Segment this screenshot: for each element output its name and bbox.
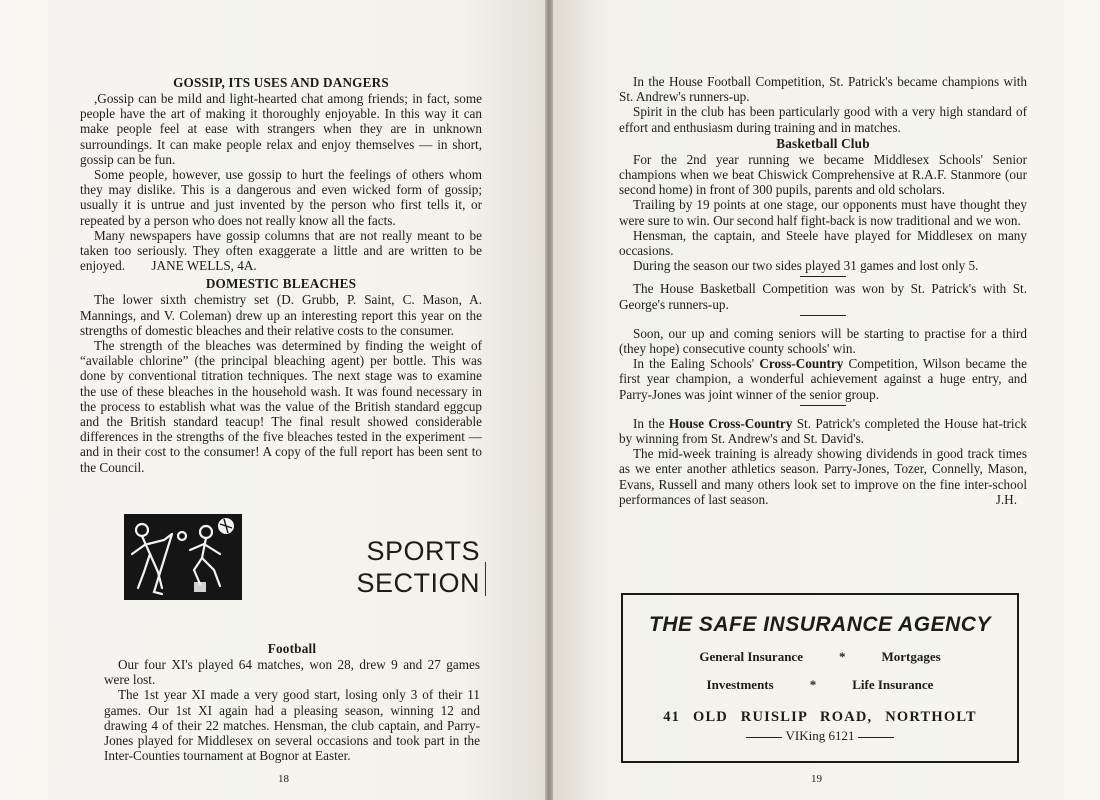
house-basketball-paragraph: The House Basketball Competition was won by St. Patrick's with St. George's runners-up. xyxy=(619,281,1027,312)
advert-services-row xyxy=(623,649,1017,665)
cross-country-author: J.H. xyxy=(995,491,1017,507)
separator-rule xyxy=(800,315,846,316)
phone-rule xyxy=(746,737,782,738)
football-paragraph: Our four XI's played 64 matches, won 28, drew 9 and 27 games were lost. xyxy=(104,657,480,688)
practise-paragraph: Soon, our up and coming seniors will be starting to practise for a third (they hope) consecutive county schools' win. xyxy=(619,325,1027,357)
basketball-paragraph: For the 2nd year running we became Middlesex Schools' Senior champions when we beat Chiswick Comprehensive at R.A.F. Stanmore (our second home) in front of 300 pupils, parents and old scholars. xyxy=(619,151,1027,198)
bleaches-paragraph: The lower sixth chemistry set (D. Grubb, P. Saint, C. Mason, A. Mannings, and V. Coleman) drew up an interesting report this year on the strengths of domestic bleaches and their relative costs to the consumer. xyxy=(80,292,482,338)
gossip-article xyxy=(80,74,482,475)
gossip-author: JANE WELLS, 4A. xyxy=(151,258,257,274)
right-page xyxy=(553,0,1100,800)
sports-heading-line1: SPORTS xyxy=(366,536,480,566)
advert-title: THE SAFE INSURANCE AGENCY xyxy=(649,613,991,636)
basketball-paragraph: Hensman, the captain, and Steele have played for Middlesex on many occasions. xyxy=(619,227,1027,259)
gossip-paragraph-text: Many newspapers have gossip columns that are not really meant to be taken too seriously. They often exaggerate a little and are written to be enjoyed. xyxy=(80,227,482,274)
cross-country-paragraph xyxy=(619,356,1027,402)
left-page xyxy=(0,0,545,800)
sports-section-heading xyxy=(322,536,480,598)
gossip-paragraph: Some people, however, use gossip to hurt the feelings of others whom they may dislike. This is a dangerous and even wicked form of gossip; usually it is untrue and just invented by the person who first tells it, or repeated by a person who does not really know all the facts. xyxy=(80,167,482,228)
gossip-title: GOSSIP, ITS USES AND DANGERS xyxy=(173,75,389,90)
bleaches-paragraph: The strength of the bleaches was determined by finding the weight of “available chlorine” (the principal bleaching agent) per bottle. This was done by conventional titration techniques. The next stage was to examine the use of these bleaches in the household wash. It was found necessary in the process to establish what was the value of the British standard eggcup and the British standard teacup! The final result showed considerable differences in the strengths of the five bleaches tested in the experiment — and in their cost to the consumer! A copy of the full report has been sent to the Council. xyxy=(80,338,482,475)
club-spirit-paragraph: Spirit in the club has been particularly good with a very high standard of effort and enthusiasm during training and in matches. xyxy=(619,104,1027,135)
cross-country-bold: Cross-Country xyxy=(759,356,844,372)
football-title: Football xyxy=(267,641,317,656)
advert-service: Mortgages xyxy=(881,649,941,664)
basketball-paragraph: Trailing by 19 points at one stage, our opponents must have thought they were sure to win. Our second half fight-back is now traditional and we won. xyxy=(619,197,1027,228)
gossip-paragraph: ,Gossip can be mild and light-hearted chat among friends; in fact, some people have the art of making it thoroughly enjoyable. In this way it can make people feel at ease with strangers when they are in unknown surroundings. It can make people relax and enjoy themselves — in short, gossip can be fun. xyxy=(80,91,482,167)
page-number: 18 xyxy=(278,773,289,785)
separator-rule xyxy=(800,405,846,406)
text-fragment: In the xyxy=(633,415,665,431)
book-gutter xyxy=(545,0,553,800)
phone-rule xyxy=(858,737,894,738)
separator-rule xyxy=(800,276,846,277)
football-paragraph: The 1st year XI made a very good start, losing only 3 of their 11 games. Our 1st XI again had a pleasing season, winning 12 and drawing 4 of their 22 matches. Hensman, the club captain, and Parry-Jones played for Middlesex on several occasions and took part in the Inter-Counties tournament at Bognor at Easter. xyxy=(104,687,480,764)
advert-address: 41 OLD RUISLIP ROAD, NORTHOLT xyxy=(663,709,977,725)
gossip-paragraph xyxy=(80,228,482,274)
insurance-advert xyxy=(621,593,1019,763)
advert-service: Investments xyxy=(706,677,774,692)
basketball-title: Basketball Club xyxy=(776,135,870,151)
advert-service: General Insurance xyxy=(699,649,803,664)
hockey-football-players-image xyxy=(124,514,242,600)
bleaches-title: DOMESTIC BLEACHES xyxy=(205,276,357,292)
training-paragraph xyxy=(619,446,1027,507)
text-fragment: Competition, Wilson became the first year champion, a wonderful achievement against a huge entry, and Parry-Jones was joint winner of the senior group. xyxy=(619,356,1027,402)
football-article xyxy=(104,640,480,763)
text-fragment: St. Patrick's completed the House hat-trick by winning from St. Andrew's and St. David's. xyxy=(619,415,1028,447)
text-fragment: In the Ealing Schools' xyxy=(633,356,755,372)
advert-star: * xyxy=(838,649,846,664)
sports-illustration xyxy=(124,514,242,600)
right-column xyxy=(619,74,1027,507)
advert-service: Life Insurance xyxy=(852,677,934,692)
sports-heading-line2: SECTION xyxy=(356,568,480,598)
advert-phone: VIKing 6121 xyxy=(785,728,855,743)
house-cross-country-paragraph xyxy=(619,416,1027,446)
heading-rule xyxy=(485,562,486,596)
text-fragment: The mid-week training is already showing dividends in good track times as we enter another athletics season. Parry-Jones, Tozer, Connelly, Mason, Evans, Russell and many others look set to improve on the fine inter-school performances of last season. xyxy=(619,446,1027,507)
advert-star: * xyxy=(809,677,817,692)
house-cross-country-bold: House Cross-Country xyxy=(668,415,793,431)
football-house-paragraph: In the House Football Competition, St. Patrick's became champions with St. Andrew's runners-up. xyxy=(619,74,1027,105)
advert-phone-line xyxy=(623,728,1017,744)
basketball-paragraph: During the season our two sides played 31 games and lost only 5. xyxy=(633,258,979,274)
page-number: 19 xyxy=(811,773,822,785)
advert-services-row xyxy=(623,677,1017,693)
